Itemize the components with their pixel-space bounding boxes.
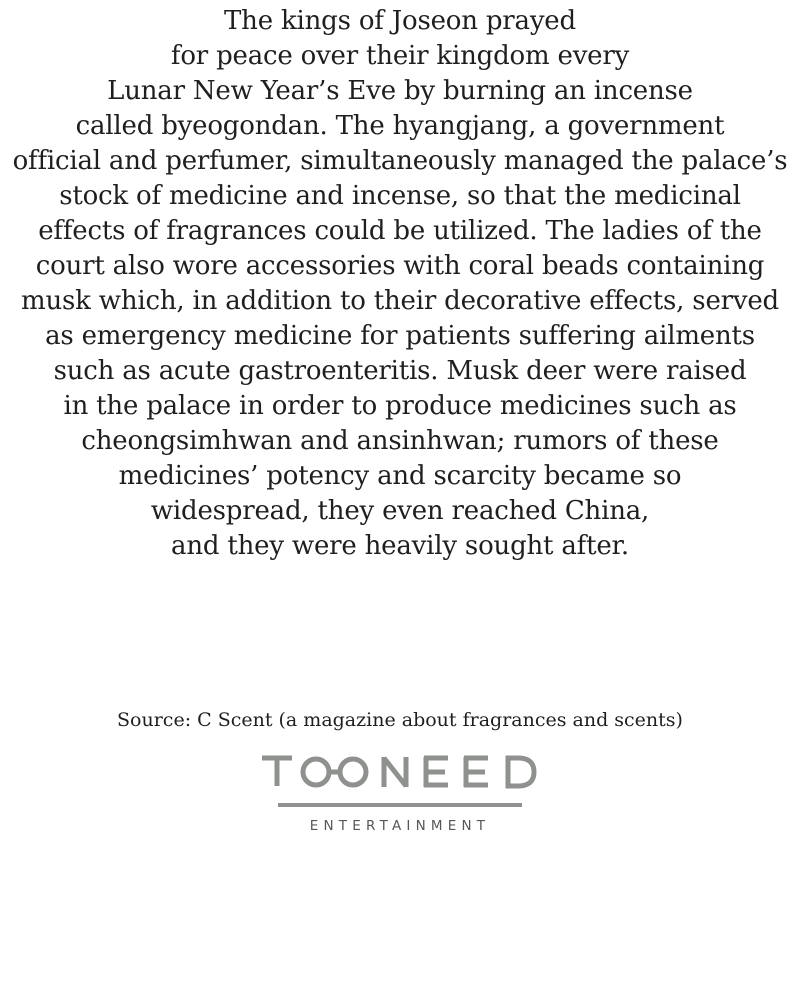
article-line: in the palace in order to produce medicines such as	[63, 391, 737, 421]
article-line: such as acute gastroenteritis. Musk deer were raised	[53, 356, 747, 386]
article-line: musk which, in addition to their decorative effects, served	[21, 286, 779, 316]
article-body	[10, 4, 790, 564]
article-line: official and perfumer, simultaneously managed the palace’s	[12, 146, 788, 176]
logo-subtitle: ENTERTAINMENT	[309, 818, 491, 834]
article-line: called byeogondan. The hyangjang, a government	[75, 111, 725, 141]
article-line: stock of medicine and incense, so that the medicinal	[59, 181, 741, 211]
logo-wordmark	[262, 757, 534, 805]
source-credit: Source: C Scent (a magazine about fragrances and scents)	[117, 709, 683, 731]
article-line: widespread, they even reached China,	[150, 496, 650, 526]
article-line: and they were heavily sought after.	[171, 531, 629, 561]
article-line: Lunar New Year’s Eve by burning an incense	[107, 76, 693, 106]
article-line: as emergency medicine for patients suffering ailments	[45, 321, 755, 351]
article-line: court also wore accessories with coral beads containing	[35, 251, 765, 281]
article-line: medicines’ potency and scarcity became so	[118, 461, 682, 491]
tooneed-logo	[250, 748, 550, 838]
article-line: The kings of Joseon prayed	[224, 6, 576, 36]
article-line: effects of fragrances could be utilized. The ladies of the	[38, 216, 762, 246]
article-line: for peace over their kingdom every	[170, 41, 630, 71]
article-line: cheongsimhwan and ansinhwan; rumors of these	[81, 426, 719, 456]
